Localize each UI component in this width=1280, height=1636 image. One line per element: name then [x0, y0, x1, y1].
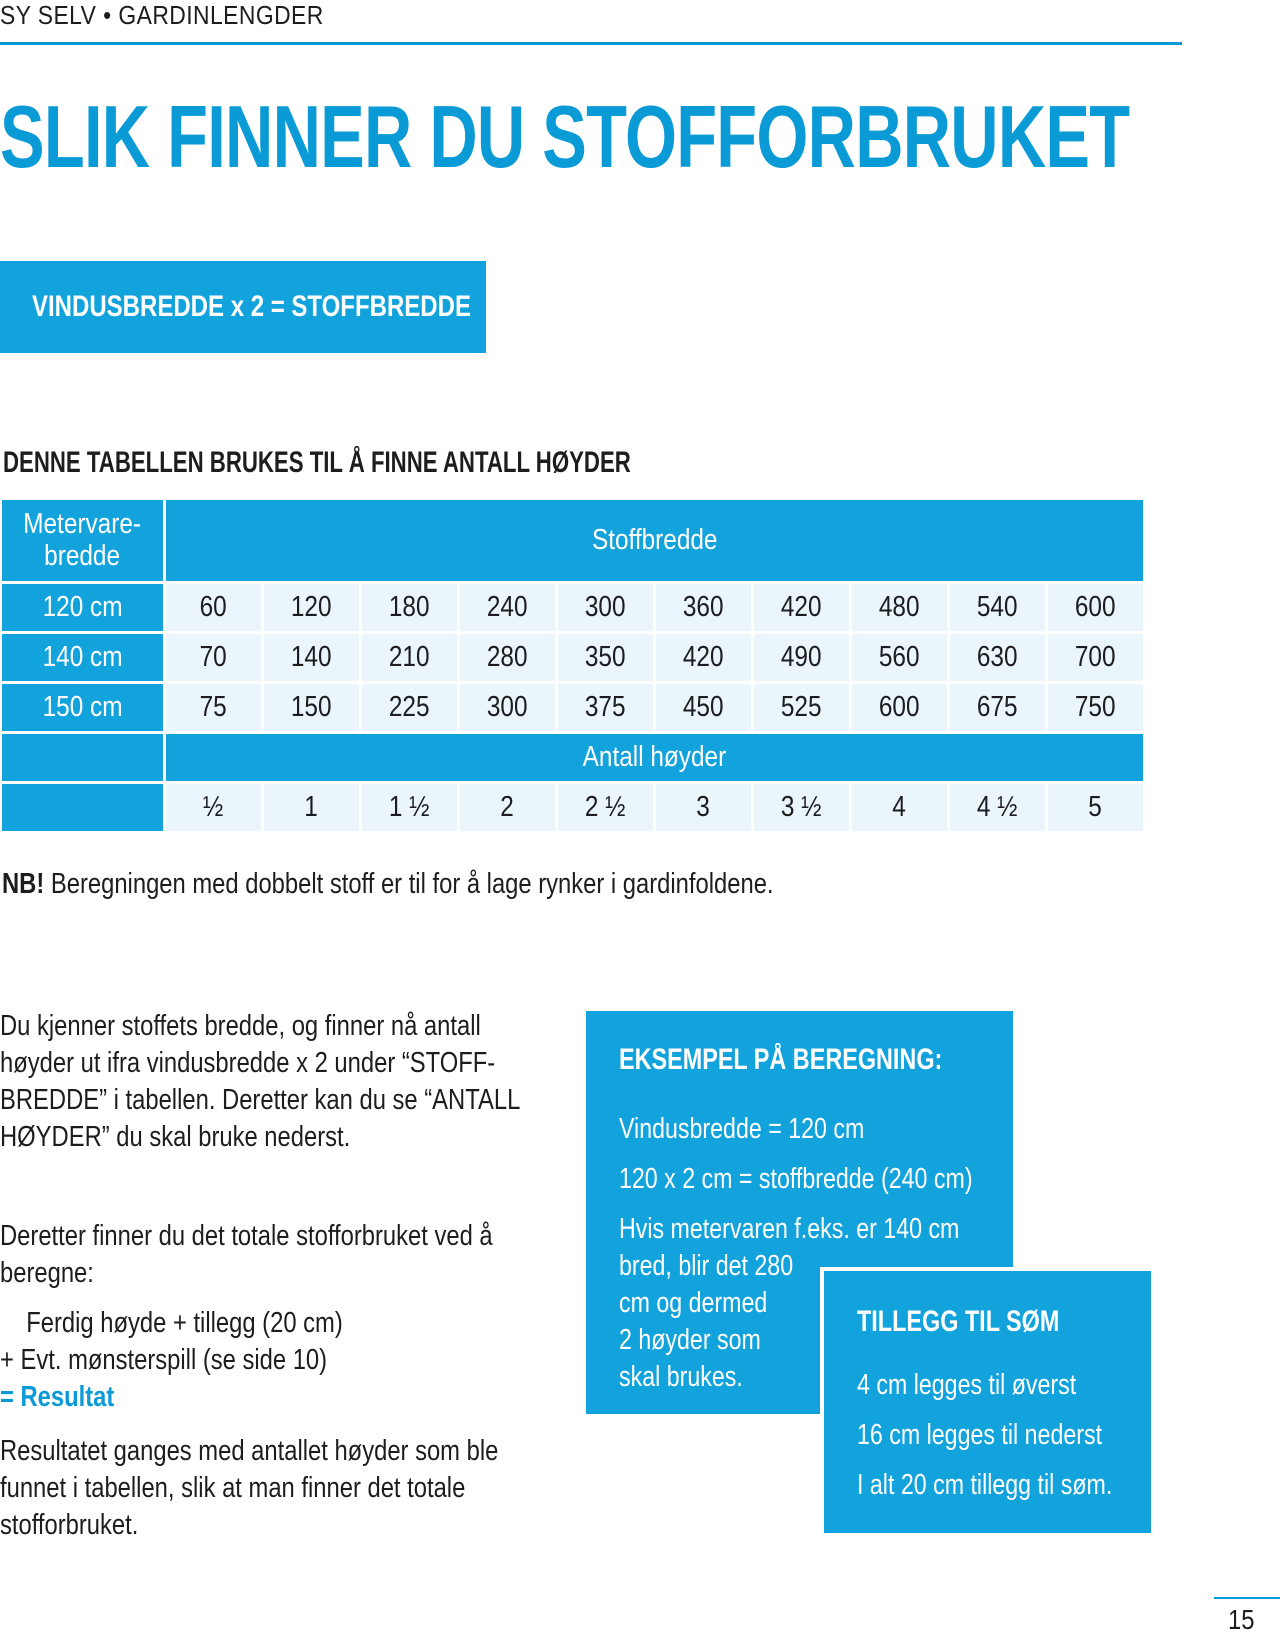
example-title: EKSEMPEL PÅ BEREGNING:	[619, 1043, 943, 1076]
row-label: 150 cm	[2, 681, 163, 731]
height-cell: 5	[1048, 781, 1143, 831]
text-line: Du kjenner stoffets bredde, og finner nå antall	[0, 1010, 481, 1042]
example-line: Vindusbredde = 120 cm	[619, 1113, 865, 1145]
text-line: stofforbruket.	[0, 1509, 139, 1541]
paragraph-2	[0, 1218, 493, 1292]
height-cell: 4 ½	[950, 781, 1045, 831]
row-label: 120 cm	[2, 581, 163, 631]
allowance-box	[820, 1267, 1151, 1533]
nb-label: NB!	[2, 868, 45, 900]
table-row	[2, 581, 1143, 631]
text-line: beregne:	[0, 1257, 94, 1289]
height-cell: 2	[460, 781, 555, 831]
table-cell: 240	[460, 581, 555, 631]
example-line: skal brukes.	[619, 1361, 743, 1393]
table-cell: 630	[950, 631, 1045, 681]
table-cell: 560	[852, 631, 947, 681]
table-cell: 300	[558, 581, 653, 631]
height-cell: 2 ½	[558, 781, 653, 831]
height-cell: 3	[656, 781, 751, 831]
table-header-row	[2, 500, 1143, 581]
table-cell: 180	[362, 581, 457, 631]
table-cell: 540	[950, 581, 1045, 631]
blank-row-label	[2, 781, 163, 831]
formula-box	[0, 261, 486, 353]
table-row	[2, 681, 1143, 731]
row-label: 140 cm	[2, 631, 163, 681]
page-title: SLIK FINNER DU STOFFORBRUKET	[0, 87, 1130, 186]
table-cell: 600	[852, 681, 947, 731]
nb-note	[2, 868, 774, 901]
table-cell: 480	[852, 581, 947, 631]
height-cell: 4	[852, 781, 947, 831]
antall-hoyder-header: Antall høyder	[166, 731, 1143, 781]
height-cell: 1	[264, 781, 359, 831]
allowance-line: I alt 20 cm tillegg til søm.	[857, 1469, 1113, 1501]
table-cell: 210	[362, 631, 457, 681]
table-cell: 450	[656, 681, 751, 731]
running-head: SY SELV • GARDINLENGDER	[0, 0, 324, 30]
table-cell: 120	[264, 581, 359, 631]
height-cell: 3 ½	[754, 781, 849, 831]
allowance-title: TILLEGG TIL SØM	[857, 1305, 1060, 1338]
height-cell: 1 ½	[362, 781, 457, 831]
table-cell: 225	[362, 681, 457, 731]
result-label: = Resultat	[0, 1381, 115, 1413]
table-cell: 150	[264, 681, 359, 731]
table-cell: 140	[264, 631, 359, 681]
table-cell: 420	[656, 631, 751, 681]
text-line: funnet i tabellen, slik at man finner det totale	[0, 1472, 466, 1504]
footer-rule	[1214, 1597, 1280, 1599]
table-cell: 75	[166, 681, 261, 731]
table-cell: 360	[656, 581, 751, 631]
paragraph-1	[0, 1008, 520, 1156]
calc-line-1: Ferdig høyde + tillegg (20 cm)	[26, 1307, 343, 1339]
table-cell: 375	[558, 681, 653, 731]
text-line: Deretter finner du det totale stofforbruket ved å	[0, 1220, 493, 1252]
text-line: HØYDER” du skal bruke nederst.	[0, 1121, 351, 1153]
corner-label-line1: Metervare-	[23, 508, 142, 540]
table-cell: 350	[558, 631, 653, 681]
table-cell: 70	[166, 631, 261, 681]
page-number: 15	[1228, 1604, 1255, 1635]
example-line: bred, blir det 280	[619, 1250, 794, 1282]
table-cell: 525	[754, 681, 849, 731]
table-cell: 300	[460, 681, 555, 731]
corner-header	[2, 500, 163, 581]
example-line: Hvis metervaren f.eks. er 140 cm	[619, 1213, 960, 1245]
height-cell: ½	[166, 781, 261, 831]
stoffbredde-header: Stoffbredde	[166, 500, 1143, 581]
corner-label-line2: bredde	[44, 540, 121, 572]
calculation	[0, 1305, 343, 1416]
table-cell: 675	[950, 681, 1045, 731]
header-rule	[0, 42, 1182, 45]
example-line: 2 høyder som	[619, 1324, 761, 1356]
formula-text: VINDUSBREDDE x 2 = STOFFBREDDE	[32, 290, 471, 323]
table-cell: 600	[1048, 581, 1143, 631]
table-cell: 490	[754, 631, 849, 681]
table-cell: 700	[1048, 631, 1143, 681]
text-line: BREDDE” i tabellen. Deretter kan du se “ANTALL	[0, 1084, 521, 1116]
text-line: høyder ut ifra vindusbredde x 2 under “STOFF-	[0, 1047, 496, 1079]
allowance-line: 4 cm legges til øverst	[857, 1369, 1077, 1401]
table-cell: 750	[1048, 681, 1143, 731]
example-line: cm og dermed	[619, 1287, 768, 1319]
paragraph-3	[0, 1433, 498, 1544]
fabric-table	[0, 500, 1146, 831]
table-row	[2, 631, 1143, 681]
table-cell: 420	[754, 581, 849, 631]
example-line: 120 x 2 cm = stoffbredde (240 cm)	[619, 1163, 973, 1195]
antall-header-row	[2, 731, 1143, 781]
table-cell: 280	[460, 631, 555, 681]
nb-text: Beregningen med dobbelt stoff er til for å lage rynker i gardinfoldene.	[44, 868, 774, 900]
allowance-line: 16 cm legges til nederst	[857, 1419, 1103, 1451]
table-heading: DENNE TABELLEN BRUKES TIL Å FINNE ANTALL HØYDER	[3, 446, 631, 479]
table-cell: 60	[166, 581, 261, 631]
heights-row	[2, 781, 1143, 831]
text-line: Resultatet ganges med antallet høyder som ble	[0, 1435, 499, 1467]
calc-line-2: + Evt. mønsterspill (se side 10)	[0, 1344, 328, 1376]
blank-header-cell	[2, 731, 163, 781]
